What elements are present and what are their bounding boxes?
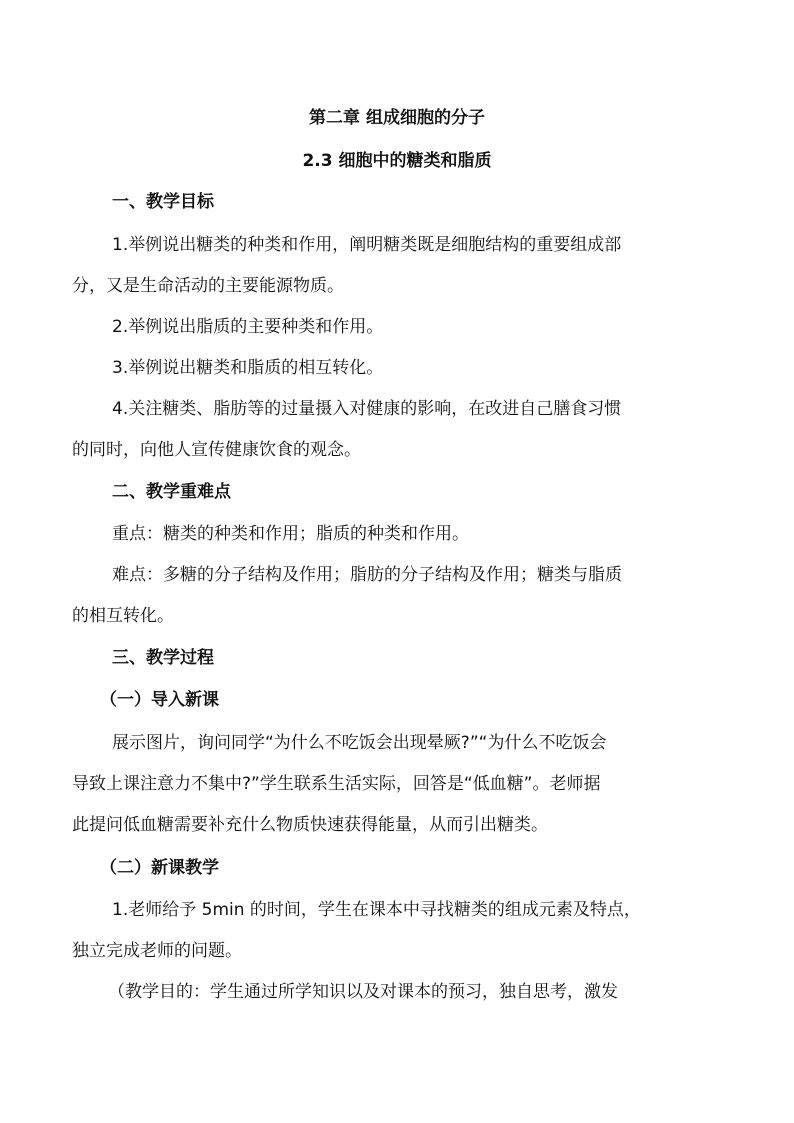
difficulty-line-2: 的相互转化。: [72, 606, 174, 626]
heading-teaching-goals: 一、教学目标: [112, 192, 214, 212]
teach-1-line-1: 1.老师给予 5min 的时间，学生在课本中寻找糖类的组成元素及特点，: [112, 900, 641, 920]
purpose-line-1: （教学目的：学生通过所学知识以及对课本的预习，独自思考，激发: [108, 982, 618, 1002]
section-title: 2.3 细胞中的糖类和脂质: [302, 151, 492, 171]
heading-teaching-process: 三、教学过程: [112, 648, 214, 668]
intro-line-3: 此提问低血糖需要补充什么物质快速获得能量，从而引出糖类。: [72, 815, 548, 835]
goal-2: 2.举例说出脂质的主要种类和作用。: [112, 317, 384, 337]
heading-key-difficult-points: 二、教学重难点: [112, 482, 231, 502]
goal-3: 3.举例说出糖类和脂质的相互转化。: [112, 358, 384, 378]
subheading-intro: （一）导入新课: [100, 690, 219, 710]
goal-1-line-2: 分，又是生命活动的主要能源物质。: [72, 276, 344, 296]
goal-1-line-1: 1.举例说出糖类的种类和作用，阐明糖类既是细胞结构的重要组成部: [112, 235, 622, 255]
subheading-new-lesson: （二）新课教学: [100, 858, 219, 878]
chapter-title: 第二章 组成细胞的分子: [309, 108, 485, 128]
difficulty-line-1: 难点：多糖的分子结构及作用；脂肪的分子结构及作用；糖类与脂质: [112, 565, 622, 585]
goal-4-line-1: 4.关注糖类、脂肪等的过量摄入对健康的影响，在改进自己膳食习惯: [112, 399, 622, 419]
goal-4-line-2: 的同时，向他人宣传健康饮食的观念。: [72, 440, 361, 460]
teach-1-line-2: 独立完成老师的问题。: [72, 941, 242, 961]
intro-line-2: 导致上课注意力不集中?”学生联系生活实际，回答是“低血糖”。老师据: [72, 774, 601, 794]
key-point: 重点：糖类的种类和作用；脂质的种类和作用。: [112, 524, 469, 544]
intro-line-1: 展示图片，询问同学“为什么不吃饭会出现晕厥?”“为什么不吃饭会: [112, 733, 607, 753]
